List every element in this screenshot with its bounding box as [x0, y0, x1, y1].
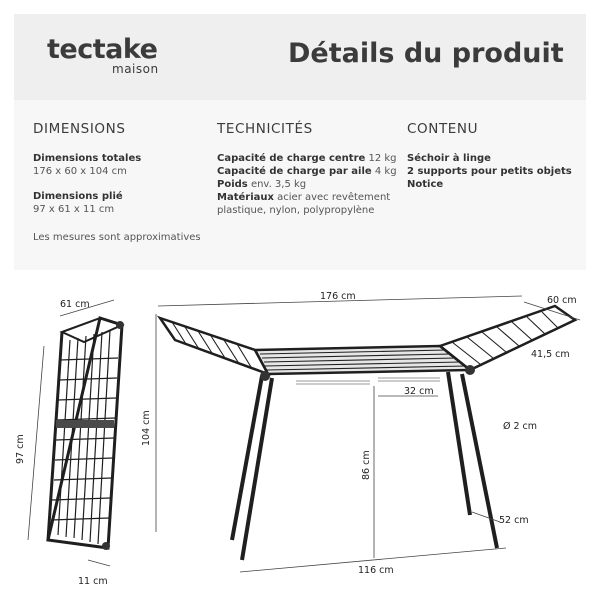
- dimensions-heading: DIMENSIONS: [33, 121, 126, 137]
- brand-logo-sub: maison: [112, 62, 159, 76]
- contents-item-1: Séchoir à linge: [407, 153, 491, 164]
- center-load-label: Capacité de charge centre: [217, 153, 366, 164]
- folded-depth-label: 11 cm: [78, 576, 108, 587]
- weight-label: Poids: [217, 179, 248, 190]
- contents-item-3: Notice: [407, 179, 444, 190]
- contents-heading: CONTENU: [407, 121, 479, 137]
- material-value-1: acier avec revêtement: [277, 192, 391, 203]
- folded-dimensions-label: Dimensions plié: [33, 191, 123, 202]
- product-diagram: [0, 270, 600, 600]
- wing-load-label: Capacité de charge par aile: [217, 166, 372, 177]
- approx-note: Les mesures sont approximatives: [33, 232, 201, 243]
- support-width-label: 32 cm: [404, 386, 434, 397]
- height-label: 104 cm: [141, 410, 152, 446]
- material-label: Matériaux: [217, 192, 274, 203]
- wing-load-value: 4 kg: [374, 166, 397, 177]
- wing-length-label: 41,5 cm: [531, 349, 570, 360]
- inner-height-label: 86 cm: [361, 450, 372, 480]
- contents-item-2: 2 supports pour petits objets: [407, 166, 572, 177]
- base-length-label: 116 cm: [358, 565, 394, 576]
- total-dimensions-value: 176 x 60 x 104 cm: [33, 166, 127, 177]
- folded-rack-drawing: [48, 318, 124, 550]
- tech-column: [217, 122, 402, 217]
- tube-diameter-label: Ø 2 cm: [503, 421, 538, 432]
- foot-width-label: 52 cm: [499, 515, 529, 526]
- center-load-value: 12 kg: [368, 153, 397, 164]
- dimensions-column: [33, 122, 203, 228]
- total-dimensions-label: Dimensions totales: [33, 153, 142, 164]
- material-value-2: plastique, nylon, polypropylène: [217, 205, 375, 216]
- brand-logo: tectake: [47, 34, 158, 65]
- tech-heading: TECHNICITÉS: [217, 121, 313, 137]
- weight-value: env. 3,5 kg: [250, 179, 307, 190]
- folded-height-label: 97 cm: [15, 434, 26, 464]
- page-title: Détails du produit: [288, 38, 564, 69]
- contents-column: [407, 122, 582, 191]
- wing-width-label: 60 cm: [547, 295, 577, 306]
- folded-dimensions-value: 97 x 61 x 11 cm: [33, 204, 115, 215]
- folded-width-label: 61 cm: [60, 299, 90, 310]
- total-length-label: 176 cm: [320, 291, 356, 302]
